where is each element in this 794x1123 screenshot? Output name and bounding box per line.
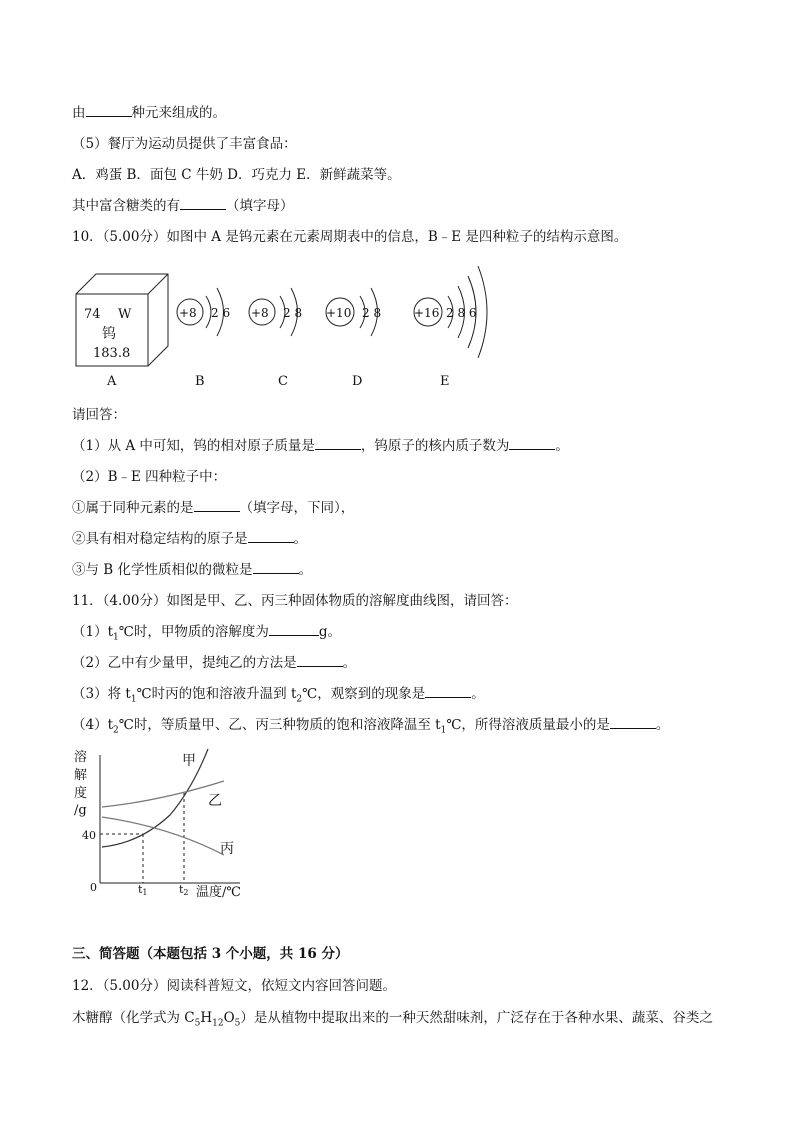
y-axis-label-4: /g [74, 803, 87, 818]
q10-p1-b: ，钨原子的核内质子数为 [360, 438, 510, 454]
figure-label-c: C [278, 374, 288, 389]
q11-p1-c: g。 [318, 624, 342, 640]
series-bing-label: 丙 [220, 841, 234, 857]
particle-e [414, 266, 487, 358]
q12-sub1: 5 [194, 1018, 201, 1029]
q11-part3 [72, 685, 485, 709]
q12-sub2: 12 [212, 1018, 224, 1029]
q10-part2: （2）B﹣E 四种粒子中： [72, 469, 227, 485]
q11-p3-c: ℃，观察到的现象是 [302, 686, 426, 702]
answer-blank[interactable] [194, 499, 240, 512]
series-yi-curve [102, 781, 224, 807]
solubility-chart [70, 745, 260, 905]
section3-heading: 三、简答题（本题包括 3 个小题，共 16 分） [72, 946, 349, 962]
element-mass: 183.8 [93, 346, 131, 361]
q10-p1-a: （1）从 A 中可知，钨的相对原子质量是 [72, 438, 315, 454]
figure-label-e: E [440, 374, 450, 389]
q11-p4-sub1: 2 [113, 725, 119, 736]
element-name: 钨 [102, 326, 116, 342]
particle-e-shells: 2 8 6 [446, 306, 477, 320]
q11-p4-c: ℃，所得溶液质量最小的是 [446, 717, 610, 733]
q11-p1-b: ℃时，甲物质的溶解度为 [118, 624, 269, 640]
q11-p3-b: ℃时丙的饱和溶液升温到 t [136, 686, 297, 702]
q11-part4 [72, 716, 669, 740]
answer-blank[interactable] [610, 716, 656, 729]
q11-p4-sub2: 1 [440, 725, 447, 736]
q9-p5-q-post: （填字母） [226, 198, 294, 214]
answer-blank[interactable] [86, 104, 132, 117]
q9-line1 [72, 104, 226, 122]
q11-p3-sub2: 2 [296, 694, 303, 705]
answer-blank[interactable] [509, 437, 555, 450]
element-symbol: W [118, 307, 132, 322]
figure-label-b: B [195, 374, 205, 389]
q11-part1 [72, 623, 341, 647]
q12-text-a: 木糖醇（化学式为 C [72, 1010, 195, 1026]
q12-text-b: H [200, 1010, 213, 1026]
q11-p3-d: 。 [471, 686, 485, 702]
q10-s1-a: ①属于同种元素的是 [72, 500, 194, 516]
q10-s3-b: 。 [298, 562, 313, 578]
q11-p4-b: ℃时，等质量甲、乙、丙三种物质的饱和溶液降温至 t [118, 717, 441, 733]
series-jia-label: 甲 [182, 753, 196, 769]
answer-blank[interactable] [248, 530, 294, 543]
y-axis-label-2: 解 [74, 768, 88, 783]
particle-c-core: +8 [251, 306, 269, 320]
q9-p5-question [72, 197, 294, 215]
q11-p1-a: （1）t [72, 624, 114, 640]
y-tick-40: 40 [82, 829, 96, 842]
x-axis-label: 温度/℃ [196, 885, 241, 900]
element-number: 74 [84, 307, 101, 322]
particle-b-shells: 2 6 [211, 306, 231, 320]
q11-p1-sub: 1 [113, 632, 119, 643]
q10-sub1 [72, 499, 354, 517]
particle-d [326, 288, 381, 336]
answer-blank[interactable] [315, 437, 361, 450]
q12-text-c: O [223, 1010, 235, 1026]
q10-s3-a: ③与 B 化学性质相似的微粒是 [72, 562, 253, 578]
particle-c-shells: 2 8 [283, 306, 303, 320]
q9-line1-pre: 由 [72, 105, 86, 121]
q10-s2-b: 。 [293, 531, 307, 547]
particle-b [177, 288, 230, 336]
answer-blank[interactable] [253, 561, 299, 574]
q10-stem: 10．（5.00分）如图中 A 是钨元素在元素周期表中的信息，B﹣E 是四种粒子的结构示意图。 [72, 229, 628, 245]
x-tick-t1: t1 [138, 883, 148, 897]
series-yi-label: 乙 [208, 793, 222, 809]
q12-stem: 12．（5.00分）阅读科普短文，依短文内容回答问题。 [72, 978, 396, 994]
q10-answer-prompt: 请回答： [72, 407, 126, 423]
origin-label: 0 [90, 881, 97, 894]
q9-p5-q-pre: 其中富含糖类的有 [72, 198, 180, 214]
y-axis-label-1: 溶 [74, 750, 88, 765]
q11-p3-sub1: 1 [130, 694, 137, 705]
q10-figure [70, 258, 500, 394]
q12-sub3: 5 [234, 1018, 241, 1029]
figure-label-d: D [352, 374, 363, 389]
q12-text [72, 1009, 713, 1033]
particle-d-core: +10 [326, 306, 352, 320]
y-axis-label-3: 度 [74, 786, 88, 801]
particle-b-core: +8 [179, 306, 197, 320]
q11-p2-b: 。 [342, 655, 357, 671]
particle-e-core: +16 [414, 306, 440, 320]
answer-blank[interactable] [297, 654, 343, 667]
q10-sub2 [72, 530, 307, 548]
q10-part1 [72, 437, 569, 455]
x-tick-t2: t2 [179, 883, 189, 897]
q9-p5-label: （5）餐厅为运动员提供了丰富食品： [72, 136, 297, 152]
q10-s1-b: （填字母，下同）， [239, 500, 355, 516]
q11-part2 [72, 654, 356, 672]
q11-p4-d: 。 [655, 717, 670, 733]
q10-s2-a: ②具有相对稳定结构的原子是 [72, 531, 248, 547]
particle-d-shells: 2 8 [362, 306, 382, 320]
answer-blank[interactable] [269, 623, 319, 636]
q10-p1-c: 。 [555, 438, 569, 454]
answer-blank[interactable] [425, 685, 471, 698]
q11-stem: 11．（4.00分）如图是甲、乙、丙三种固体物质的溶解度曲线图，请回答： [72, 593, 518, 609]
answer-blank[interactable] [180, 197, 226, 210]
figure-label-a: A [107, 374, 117, 389]
q11-p4-a: （4）t [72, 717, 114, 733]
q9-p5-options: A．鸡蛋 B．面包 C 牛奶 D．巧克力 E．新鲜蔬菜等。 [72, 167, 401, 183]
q9-line1-post: 种元来组成的。 [131, 105, 226, 121]
particle-c [249, 288, 302, 336]
q11-p2-a: （2）乙中有少量甲，提纯乙的方法是 [72, 655, 297, 671]
q12-text-d: ）是从植物中提取出来的一种天然甜味剂，广泛存在于各种水果、蔬菜、谷类之 [240, 1010, 713, 1026]
q10-sub3 [72, 561, 312, 579]
q11-p3-a: （3）将 t [72, 686, 131, 702]
series-bing-curve [102, 817, 224, 855]
